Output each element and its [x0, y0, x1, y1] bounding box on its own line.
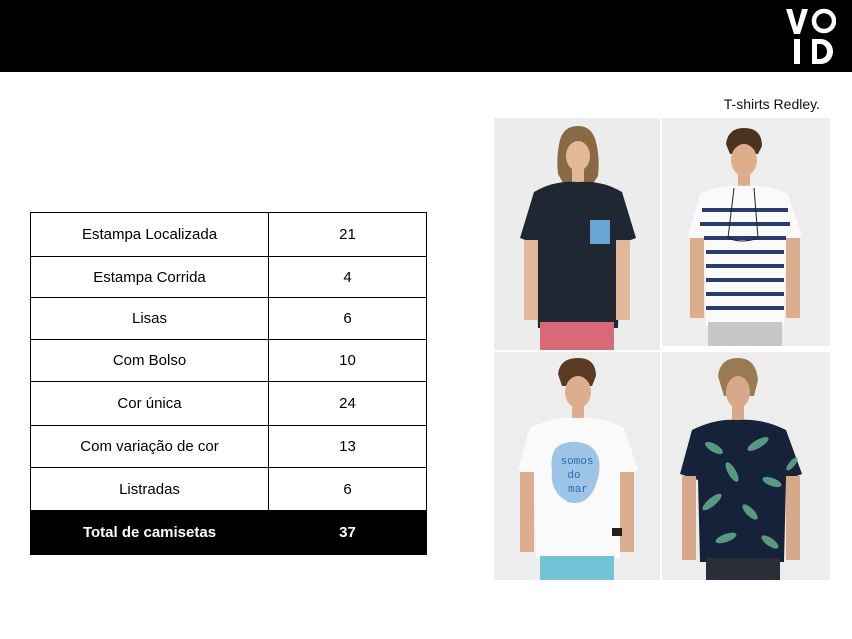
category-label: Lisas — [31, 298, 269, 340]
photo-striped-tee — [662, 118, 830, 346]
print-text-3: mar — [568, 484, 588, 496]
print-text-2: do — [567, 470, 581, 482]
category-count: 21 — [269, 213, 427, 257]
total-value: 37 — [269, 511, 427, 555]
table-row — [31, 257, 427, 298]
table-row — [31, 213, 427, 257]
category-label: Cor única — [31, 382, 269, 426]
category-label: Listradas — [31, 468, 269, 511]
photo-floral-tee — [662, 352, 830, 580]
table-row — [31, 298, 427, 340]
caption: T-shirts Redley. — [723, 96, 820, 112]
photo-printed-tee — [494, 352, 660, 580]
total-label: Total de camisetas — [31, 511, 269, 555]
void-logo — [786, 7, 836, 65]
category-count: 10 — [269, 340, 427, 382]
category-count: 24 — [269, 382, 427, 426]
stats-table — [30, 212, 427, 555]
category-count: 6 — [269, 468, 427, 511]
category-label: Com variação de cor — [31, 426, 269, 468]
table-row — [31, 382, 427, 426]
category-count: 13 — [269, 426, 427, 468]
category-count: 4 — [269, 257, 427, 298]
table-row — [31, 426, 427, 468]
category-label: Com Bolso — [31, 340, 269, 382]
category-label: Estampa Localizada — [31, 213, 269, 257]
photo-grid — [494, 118, 830, 580]
category-label: Estampa Corrida — [31, 257, 269, 298]
header-bar — [0, 0, 852, 72]
total-row — [31, 511, 427, 555]
print-text-1: somos — [560, 456, 594, 468]
photo-dark-pocket-tee — [494, 118, 660, 350]
table-row — [31, 340, 427, 382]
category-count: 6 — [269, 298, 427, 340]
table-row — [31, 468, 427, 511]
